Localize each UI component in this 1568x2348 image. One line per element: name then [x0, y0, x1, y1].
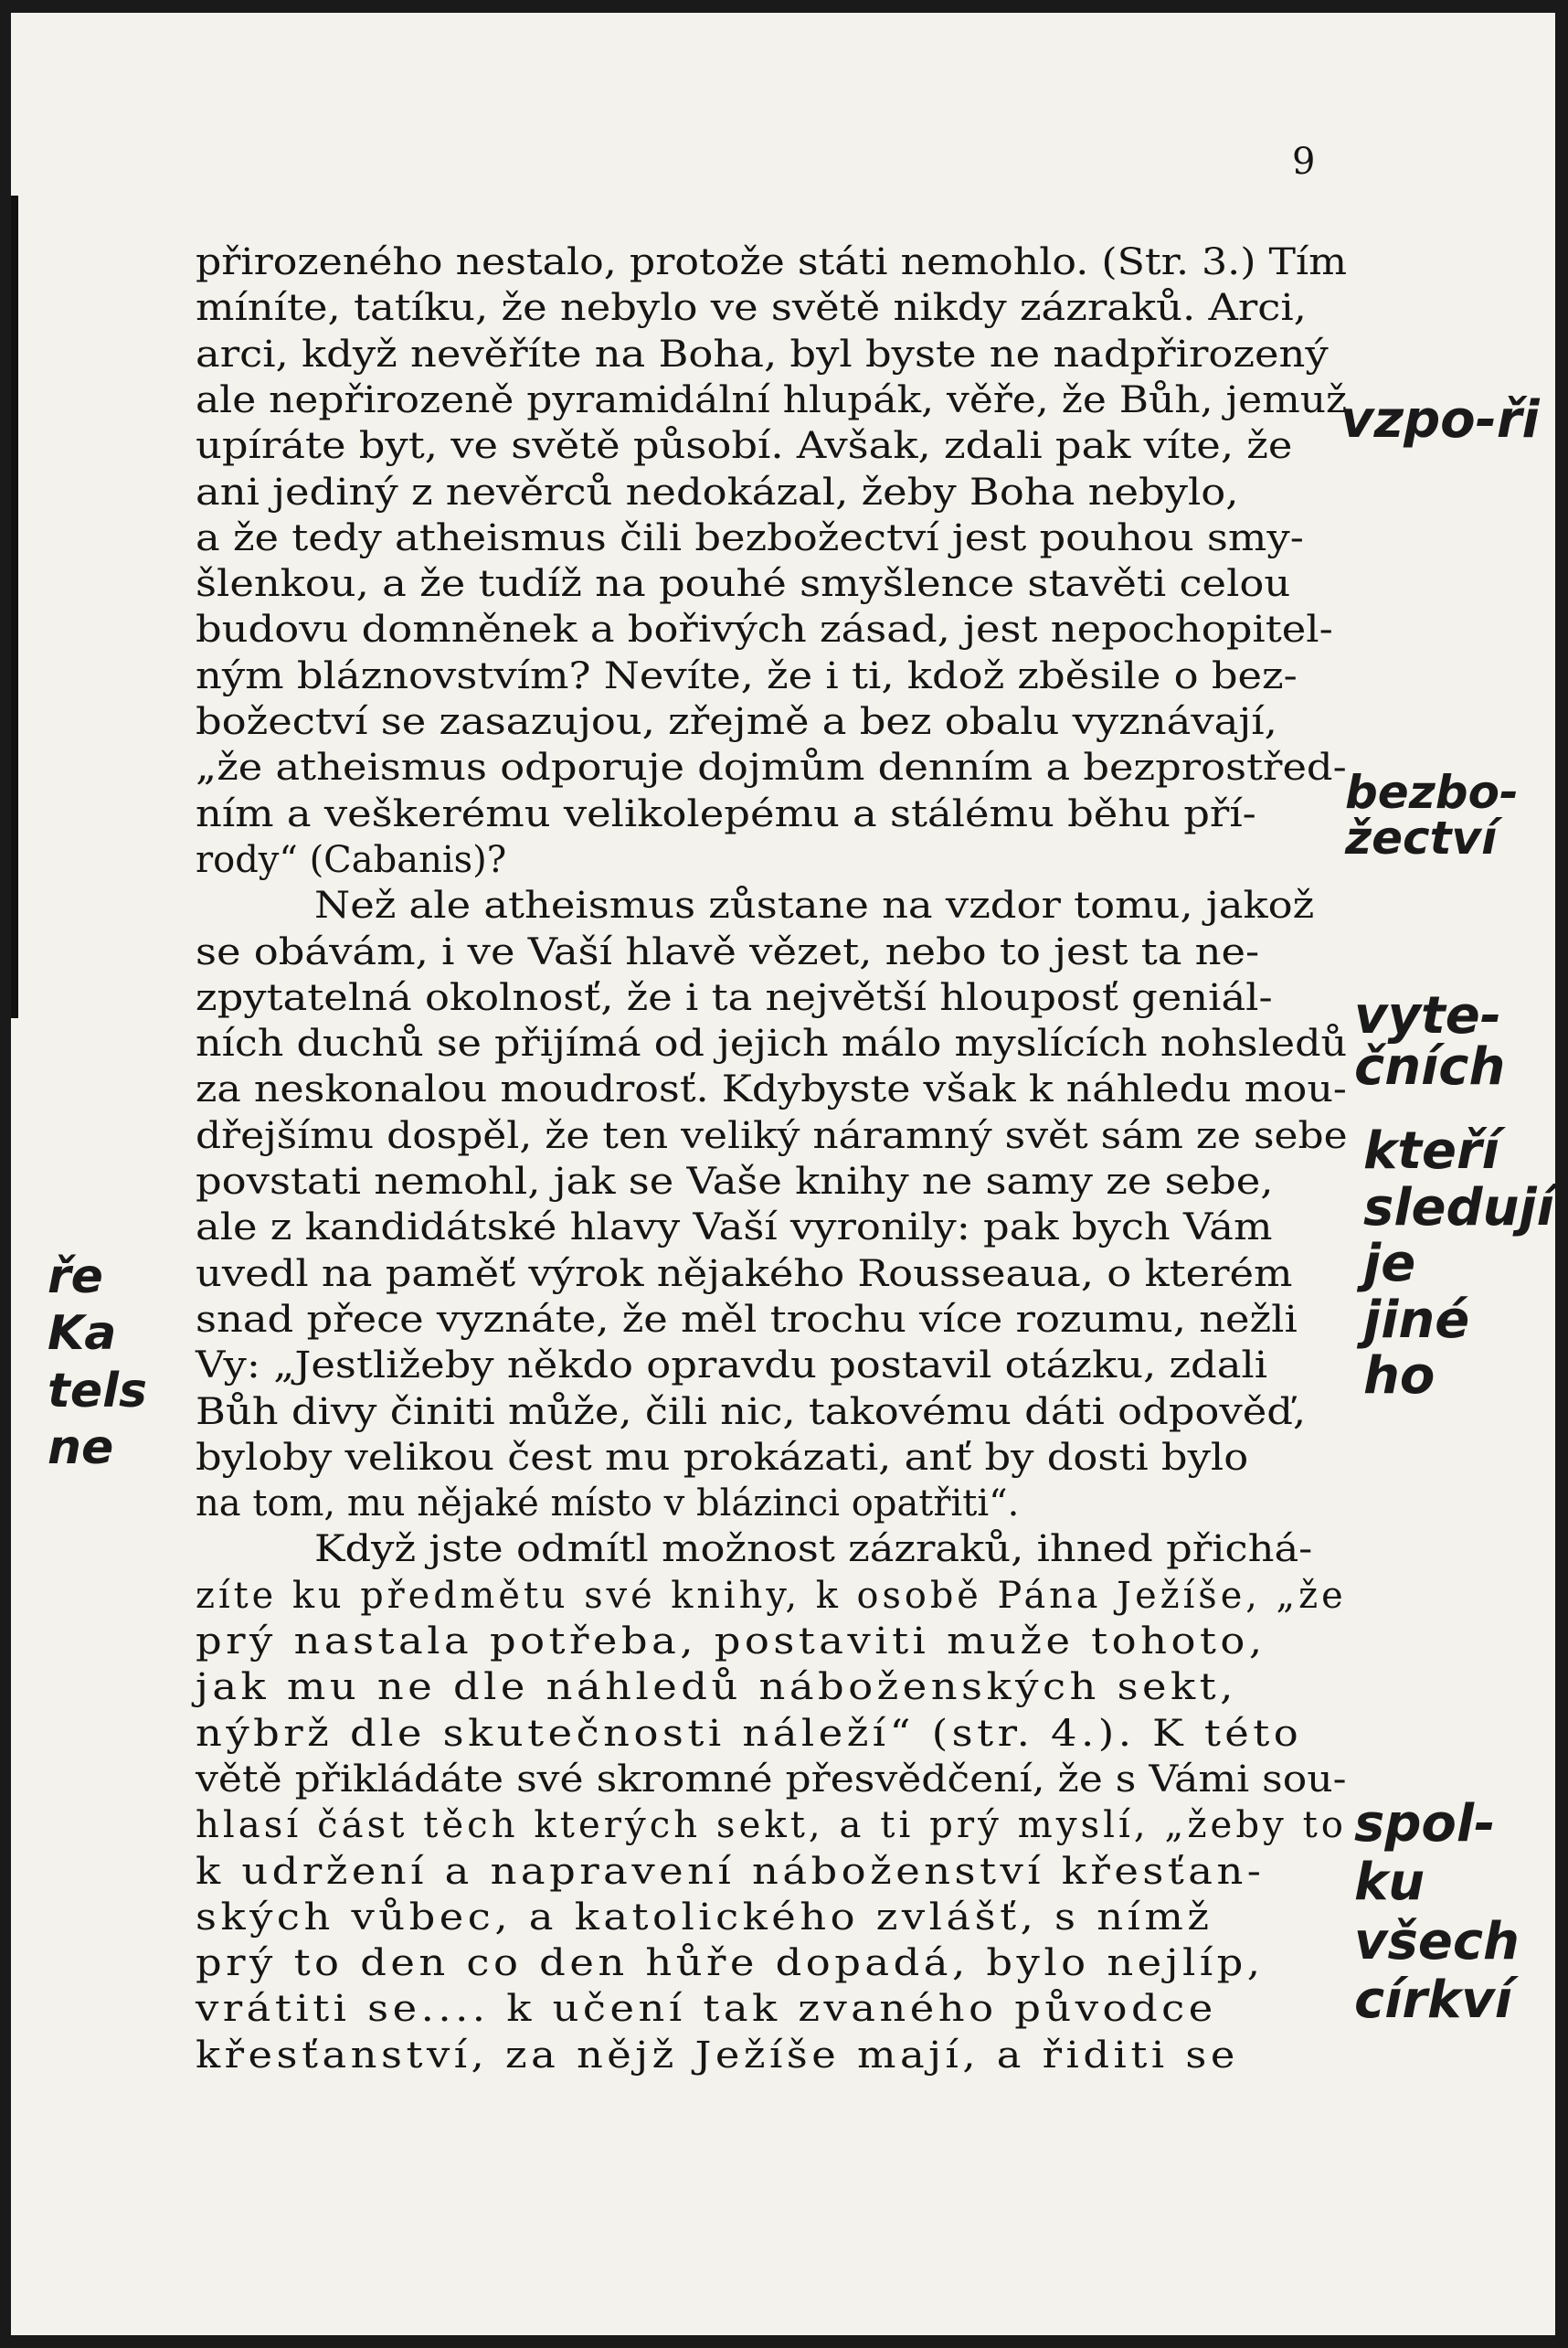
text-line: ale nepřirozeně pyramidální hlupák, věře, že Bůh, jemuž — [196, 378, 1348, 421]
text-line: hlasí část těch kterých sekt, a ti prý myslí, „žeby to — [196, 1804, 1347, 1847]
text-line: arci, když nevěříte na Boha, byl byste ne nadpřirozený — [196, 333, 1329, 376]
margin-note-right-5: spol-ku všech církví — [1354, 1794, 1520, 2031]
text-line: „že atheismus odporuje dojmům denním a bezprostřed- — [196, 747, 1347, 790]
text-line: ských vůbec, a katolického zvlášť, s nímž — [196, 1896, 1213, 1939]
text-line: na tom, mu nějaké místo v blázinci opatřiti“. — [196, 1482, 1020, 1525]
text-line: se obávám, i ve Vaší hlavě vězet, nebo to jest ta ne- — [196, 930, 1260, 973]
text-line: k udržení a napravení náboženství křesťan- — [196, 1850, 1266, 1893]
text-line: nýbrž dle skutečnosti náleží“ (str. 4.). K této — [196, 1712, 1303, 1755]
text-line: snad přece vyznáte, že měl trochu více rozumu, nežli — [196, 1298, 1298, 1341]
text-line: přirozeného nestalo, protože státi nemohlo. (Str. 3.) Tím — [196, 241, 1348, 283]
text-line: uvedl na paměť výrok nějakého Rousseaua, o kterém — [196, 1252, 1293, 1295]
margin-note-right-3: vyte-čních — [1354, 986, 1506, 1097]
text-line: ních duchů se přijímá od jejich málo myslících nohsledů — [196, 1023, 1348, 1066]
text-line: a že tedy atheismus čili bezbožectví jest pouhou smy- — [196, 516, 1304, 559]
scanned-page — [11, 13, 1555, 2335]
text-line: Vy: „Jestližeby někdo opravdu postavil otázku, zdali — [196, 1344, 1268, 1387]
text-line: vrátiti se.... k učení tak zvaného původce — [196, 1988, 1217, 2031]
page-number: 9 — [1292, 141, 1316, 183]
text-line: šlenkou, a že tudíž na pouhé smyšlence stavěti celou — [196, 563, 1291, 606]
text-line: povstati nemohl, jak se Vaše knihy ne samy ze sebe, — [196, 1161, 1274, 1203]
margin-note-right-2: bezbo-žectví — [1345, 766, 1519, 865]
text-line: rody“ (Cabanis)? — [196, 838, 507, 881]
text-line: ným bláznovstvím? Nevíte, že i ti, kdož zběsile o bez- — [196, 654, 1298, 697]
text-line: Bůh divy činiti může, čili nic, takovému dáti odpověď, — [196, 1390, 1307, 1433]
text-line: byloby velikou čest mu prokázati, anť by dosti bylo — [196, 1436, 1249, 1479]
text-line: prý to den co den hůře dopadá, bylo nejlíp, — [196, 1942, 1265, 1985]
margin-note-right-4: kteří sledují je jiné ho — [1363, 1121, 1554, 1407]
margin-note-left-1: ře Ka tels ne — [48, 1249, 147, 1476]
text-line: prý nastala potřeba, postaviti muže tohoto, — [196, 1620, 1266, 1663]
text-line: ale z kandidátské hlavy Vaší vyronily: pak bych Vám — [196, 1206, 1273, 1249]
text-line: zíte ku předmětu své knihy, k osobě Pána Ježíše, „že — [196, 1574, 1347, 1617]
binding-edge — [11, 196, 18, 1018]
text-line: božectví se zasazujou, zřejmě a bez obalu vyznávají, — [196, 701, 1277, 743]
text-line: zpytatelná okolnosť, že i ta největší hlouposť geniál- — [196, 976, 1273, 1019]
text-line: ani jediný z nevěrců nedokázal, žeby Boha nebylo, — [196, 471, 1239, 514]
margin-note-right-1: vzpo-ři — [1340, 390, 1540, 450]
text-line: za neskonalou moudrosť. Kdybyste však k náhledu mou- — [196, 1068, 1347, 1111]
text-line: dřejšímu dospěl, že ten veliký náramný svět sám ze sebe — [196, 1114, 1348, 1157]
text-line: upíráte byt, ve světě působí. Avšak, zdali pak víte, že — [196, 425, 1293, 468]
text-line: míníte, tatíku, že nebylo ve světě nikdy zázraků. Arci, — [196, 287, 1307, 330]
text-line: budovu domněnek a bořivých zásad, jest nepochopitel- — [196, 609, 1333, 652]
text-line: Než ale atheismus zůstane na vzdor tomu, jakož — [314, 885, 1315, 928]
text-line: jak mu ne dle náhledů náboženských sekt, — [196, 1666, 1237, 1709]
text-line: ním a veškerému velikolepému a stálému běhu pří- — [196, 792, 1256, 835]
text-line: větě přikládáte své skromné přesvědčení, že s Vámi sou- — [196, 1758, 1347, 1801]
text-line: křesťanství, za nějž Ježíše mají, a řiditi se — [196, 2034, 1239, 2077]
text-line: Když jste odmítl možnost zázraků, ihned přichá- — [314, 1528, 1313, 1571]
